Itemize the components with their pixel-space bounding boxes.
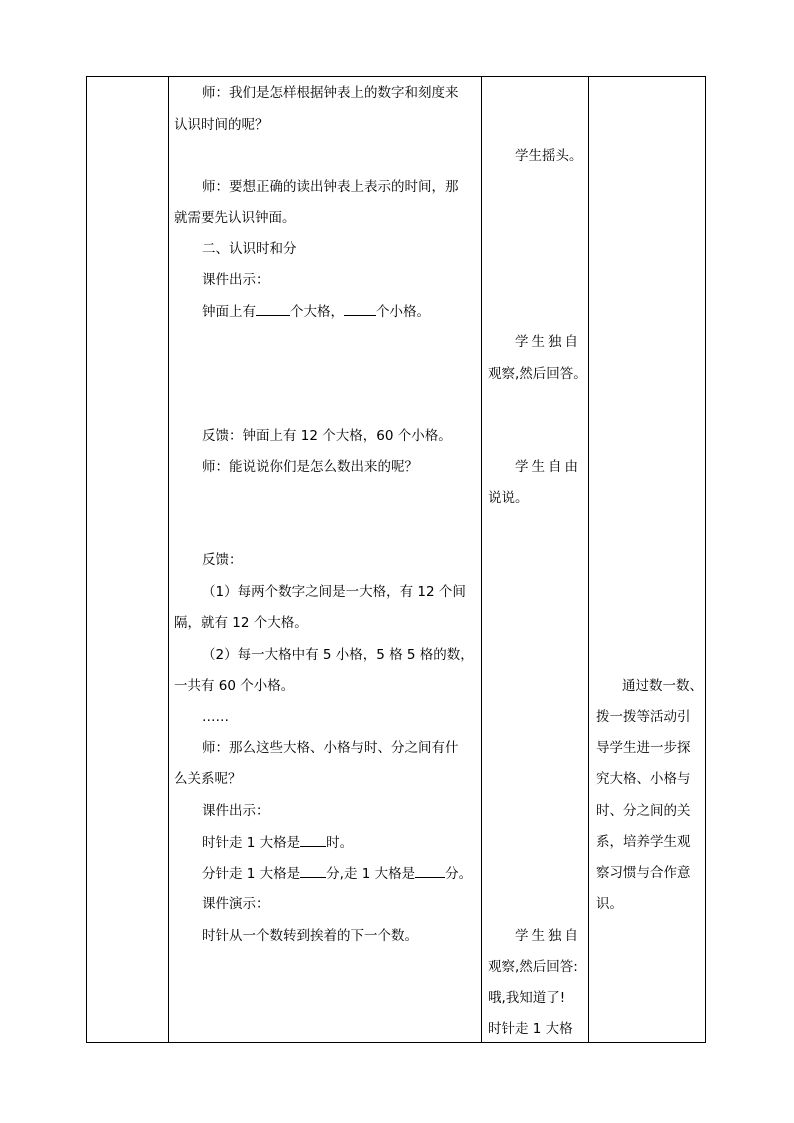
teacher-text-line: 师：那么这些大格、小格与时、分之间有什 [202, 740, 459, 756]
teacher-text-line: 一共有 60 个小格。 [174, 678, 295, 694]
teacher-text-line: （2）每一大格中有 5 小格，5 格 5 格的数， [202, 647, 474, 663]
intent-text-line: 究大格、小格与 [596, 771, 691, 787]
table-column-divider-1 [168, 76, 169, 1043]
teacher-text-line: 时针从一个数转到挨着的下一个数。 [202, 928, 418, 944]
section-heading: 二、认识时和分 [202, 241, 297, 257]
fill-in-question: 分针走 1 大格是 分,走 1 大格是 分。 [202, 866, 473, 882]
fill-in-question: 钟面上有 个大格， 个小格。 [202, 304, 430, 320]
intent-text-line: 拨一拨等活动引 [596, 709, 691, 725]
answer-blank [300, 833, 326, 847]
teacher-text-line: 反馈：钟面上有 12 个大格，60 个小格。 [202, 428, 452, 444]
table-column-divider-3 [588, 76, 589, 1043]
student-text-line: 观察,然后回答。 [488, 366, 587, 382]
answer-blank [415, 864, 445, 878]
intent-text-line: 系，培养学生观 [596, 834, 691, 850]
answer-blank [344, 302, 376, 316]
teacher-text-line: 隔，就有 12 个大格。 [174, 615, 308, 631]
teacher-text-line: 师：我们是怎样根据钟表上的数字和刻度来 [202, 85, 459, 101]
student-text-line: 学生独自 [515, 928, 581, 944]
teacher-text-line: 师：要想正确的读出钟表上表示的时间，那 [202, 179, 459, 195]
teacher-text-line: 么关系呢？ [174, 771, 242, 787]
teacher-text-line: 课件演示： [202, 896, 270, 912]
teacher-text-line: 反馈： [202, 552, 243, 568]
student-text-line: 学生摇头。 [515, 148, 583, 164]
intent-text-line: 识。 [596, 896, 623, 912]
fill-in-question: 时针走 1 大格是 时。 [202, 835, 354, 851]
student-text-line: 学生独自 [515, 334, 581, 350]
student-text-line: 说说。 [488, 490, 529, 506]
table-column-divider-2 [481, 76, 482, 1043]
teacher-text-line: …… [202, 709, 229, 725]
student-text-line: 学生自由 [515, 459, 581, 475]
student-text-line: 观察,然后回答: [488, 959, 578, 975]
teacher-text-line: 就需要先认识钟面。 [174, 210, 296, 226]
answer-blank [300, 864, 326, 878]
intent-text-line: 通过数一数、 [622, 678, 703, 694]
teacher-text-line: 认识时间的呢？ [174, 117, 269, 133]
intent-text-line: 导学生进一步探 [596, 740, 691, 756]
student-text-line: 时针走 1 大格 [488, 1021, 573, 1037]
intent-text-line: 时、分之间的关 [596, 803, 691, 819]
teacher-text-line: 课件出示： [202, 272, 270, 288]
teacher-text-line: 师：能说说你们是怎么数出来的呢？ [202, 459, 418, 475]
intent-text-line: 察习惯与合作意 [596, 865, 691, 881]
teacher-text-line: 课件出示： [202, 803, 270, 819]
answer-blank [256, 302, 290, 316]
student-text-line: 哦,我知道了! [488, 990, 566, 1006]
teacher-text-line: （1）每两个数字之间是一大格，有 12 个间 [202, 584, 466, 600]
